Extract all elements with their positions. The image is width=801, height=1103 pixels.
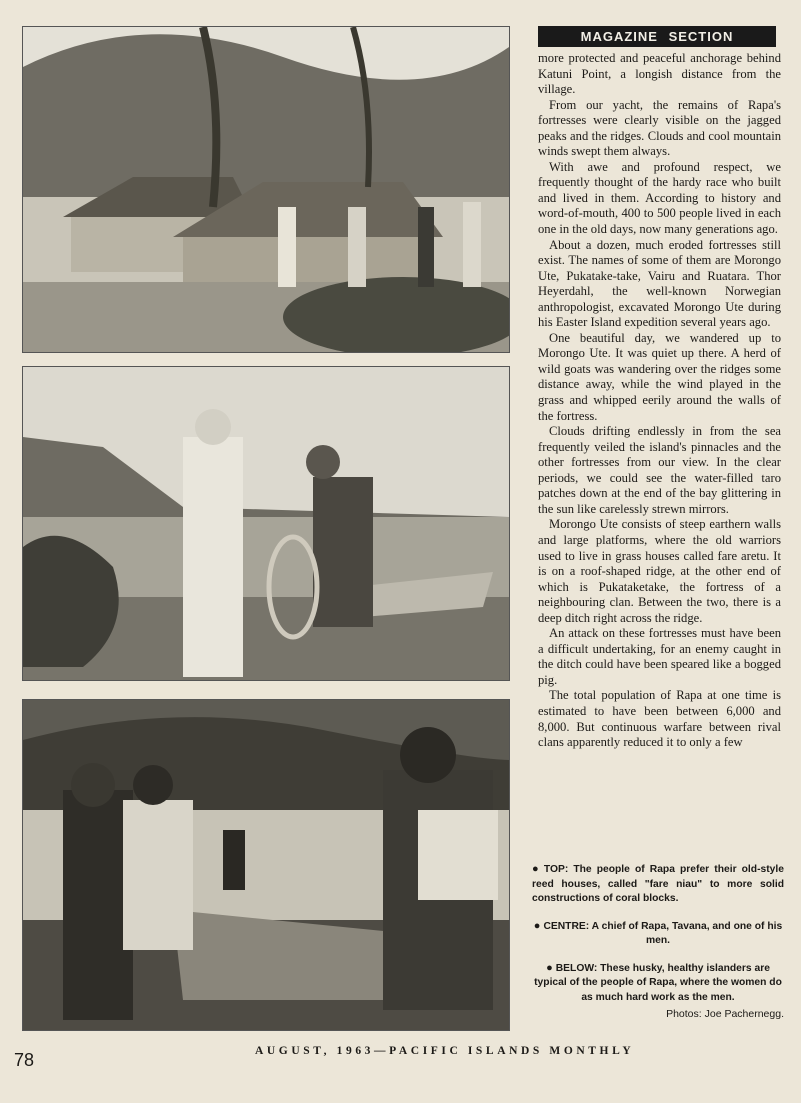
caption-centre: ● CENTRE: A chief of Rapa, Tavana, and one of his men. (533, 919, 783, 946)
article-text (538, 51, 781, 751)
caption-top: ● TOP: The people of Rapa prefer their old-style reed houses, called "fare niau" to more solid constructions of coral blocks. (532, 863, 784, 904)
section-header: MAGAZINE SECTION (538, 26, 776, 47)
bullet-icon: ● (546, 961, 553, 974)
photo-village-reed-houses (22, 26, 510, 353)
running-footer: AUGUST, 1963—PACIFIC ISLANDS MONTHLY (255, 1045, 635, 1057)
photo-captions (532, 862, 784, 1022)
paragraph: With awe and profound respect, we frequently thought of the hardy race who built and lived in them. According to history and word-of-mouth, 400 to 500 people lived in each one in the old days, now many generations ago. (538, 159, 781, 237)
paragraph: From our yacht, the remains of Rapa's fortresses were clearly visible on the jagged peaks and the ridges. Clouds and cool mountain winds swept them always. (538, 97, 781, 159)
paragraph: The total population of Rapa at one time is estimated to have been between 6,000 and 8,000. But continuous warfare between rival clans apparently reduced it to only a few (538, 688, 781, 750)
paragraph: About a dozen, much eroded fortresses still exist. The names of some of them are Morongo Ute, Pukatake-take, Vairu and Ruatara. Thor Heyerdahl, the well-known Norwegian anthropologist, excavated Morongo Ute during his Easter Island expedition several years ago. (538, 237, 781, 330)
paragraph: An attack on these fortresses must have been a difficult undertaking, for an enemy caught in the ditch could have been speared like a bogged pig. (538, 626, 781, 687)
photo-islanders-boat (22, 699, 510, 1031)
bullet-icon: ● (533, 919, 541, 932)
paragraph: Clouds drifting endlessly in from the sea frequently veiled the island's pinnacles and the other fortresses from our view. In the clear periods, we could see the water-filled taro patches down at the end of the bay glittering in the sun like carelessly strewn mirrors. (538, 424, 781, 516)
photo-chief-and-man (22, 366, 510, 681)
paragraph: Morongo Ute consists of steep earthern walls and large platforms, where the old warriors used to live in grass houses called fare aretu. It is on a roof-shaped ridge, at the other end of which is Pukataketake, the fortress of a neighbouring clan. Between the two, there is a deep ditch right across the ridge. (538, 517, 781, 625)
caption-below: ● BELOW: These husky, healthy islanders are typical of the people of Rapa, where the women do as much hard work as the men. (534, 961, 782, 1003)
page-number: 78 (14, 1050, 35, 1070)
paragraph: more protected and peaceful anchorage behind Katuni Point, a longish distance from the village. (538, 51, 781, 97)
photo-credit: Photos: Joe Pachernegg. (666, 1008, 784, 1020)
bullet-icon: ● (532, 863, 541, 875)
paragraph: One beautiful day, we wandered up to Morongo Ute. It was quiet up there. A herd of wild goats was wandering over the ridges some distance away, while the wind played in the grass and whipped eerily around the walls of the fortress. (538, 330, 781, 423)
